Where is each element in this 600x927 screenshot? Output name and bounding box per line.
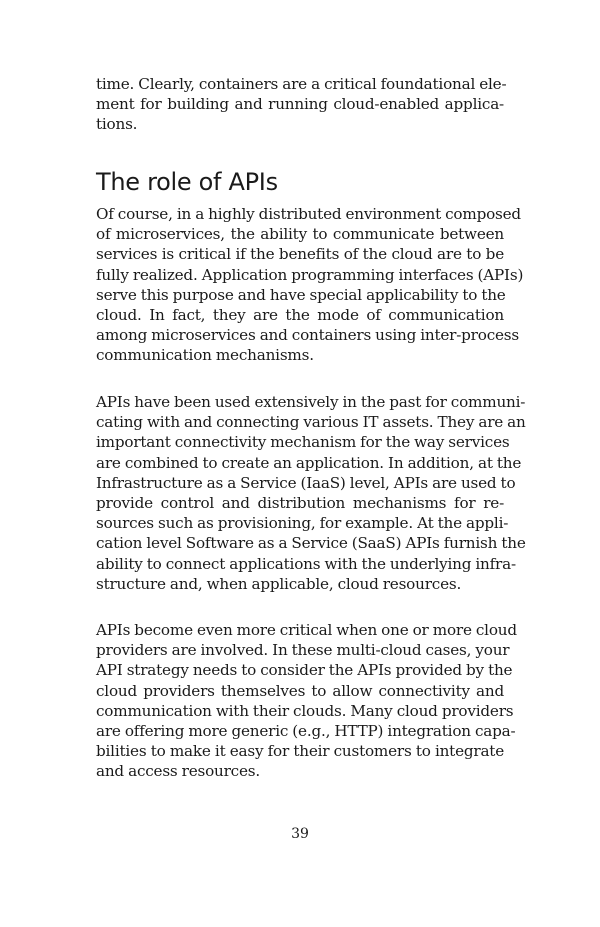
text-line: Infrastructure as a Service (IaaS) level, APIs are used to	[96, 473, 516, 492]
paragraph-3	[96, 620, 517, 782]
text-line: are combined to create an application. In addition, at the	[96, 453, 522, 472]
text-line: cation level Software as a Service (SaaS) APIs furnish the	[96, 534, 526, 553]
text-line: are offering more generic (e.g., HTTP) integration capa-	[96, 721, 516, 740]
section-heading: The role of APIs	[96, 168, 278, 196]
text-line: communication mechanisms.	[96, 346, 314, 365]
text-line: sources such as provisioning, for example. At the appli-	[96, 514, 509, 533]
text-line: serve this purpose and have special applicability to the	[96, 285, 506, 304]
intro-paragraph	[96, 74, 507, 135]
text-line: API strategy needs to consider the APIs provided by the	[96, 661, 513, 680]
text-line: cloud. In fact, they are the mode of communication	[96, 305, 504, 324]
text-line: communication with their clouds. Many cloud providers	[96, 701, 514, 720]
text-line: among microservices and containers using inter-process	[96, 326, 519, 345]
text-line: and access resources.	[96, 762, 260, 781]
text-line: of microservices, the ability to communicate between	[96, 225, 504, 244]
text-line: cloud providers themselves to allow connectivity and	[96, 681, 504, 700]
page-number: 39	[291, 826, 309, 842]
text-line: fully realized. Application programming interfaces (APIs)	[96, 265, 524, 284]
text-line: tions.	[96, 115, 138, 134]
text-line: structure and, when applicable, cloud resources.	[96, 574, 462, 593]
text-line: services is critical if the benefits of the cloud are to be	[96, 245, 504, 264]
text-line: important connectivity mechanism for the way services	[96, 433, 510, 452]
paragraph-2	[96, 392, 526, 594]
text-line: time. Clearly, containers are a critical foundational ele-	[96, 75, 507, 93]
text-line: cating with and connecting various IT assets. They are an	[96, 413, 526, 432]
paragraph-1	[96, 204, 524, 366]
text-line: provide control and distribution mechanisms for re-	[96, 493, 504, 512]
text-line: providers are involved. In these multi-cloud cases, your	[96, 641, 510, 660]
text-line: ability to connect applications with the underlying infra-	[96, 554, 516, 573]
text-line: APIs have been used extensively in the past for communi-	[96, 393, 526, 411]
text-line: APIs become even more critical when one or more cloud	[96, 621, 517, 639]
text-line: Of course, in a highly distributed environment composed	[96, 205, 521, 223]
text-line: bilities to make it easy for their customers to integrate	[96, 742, 504, 761]
text-line: ment for building and running cloud-enabled applica-	[96, 95, 504, 114]
